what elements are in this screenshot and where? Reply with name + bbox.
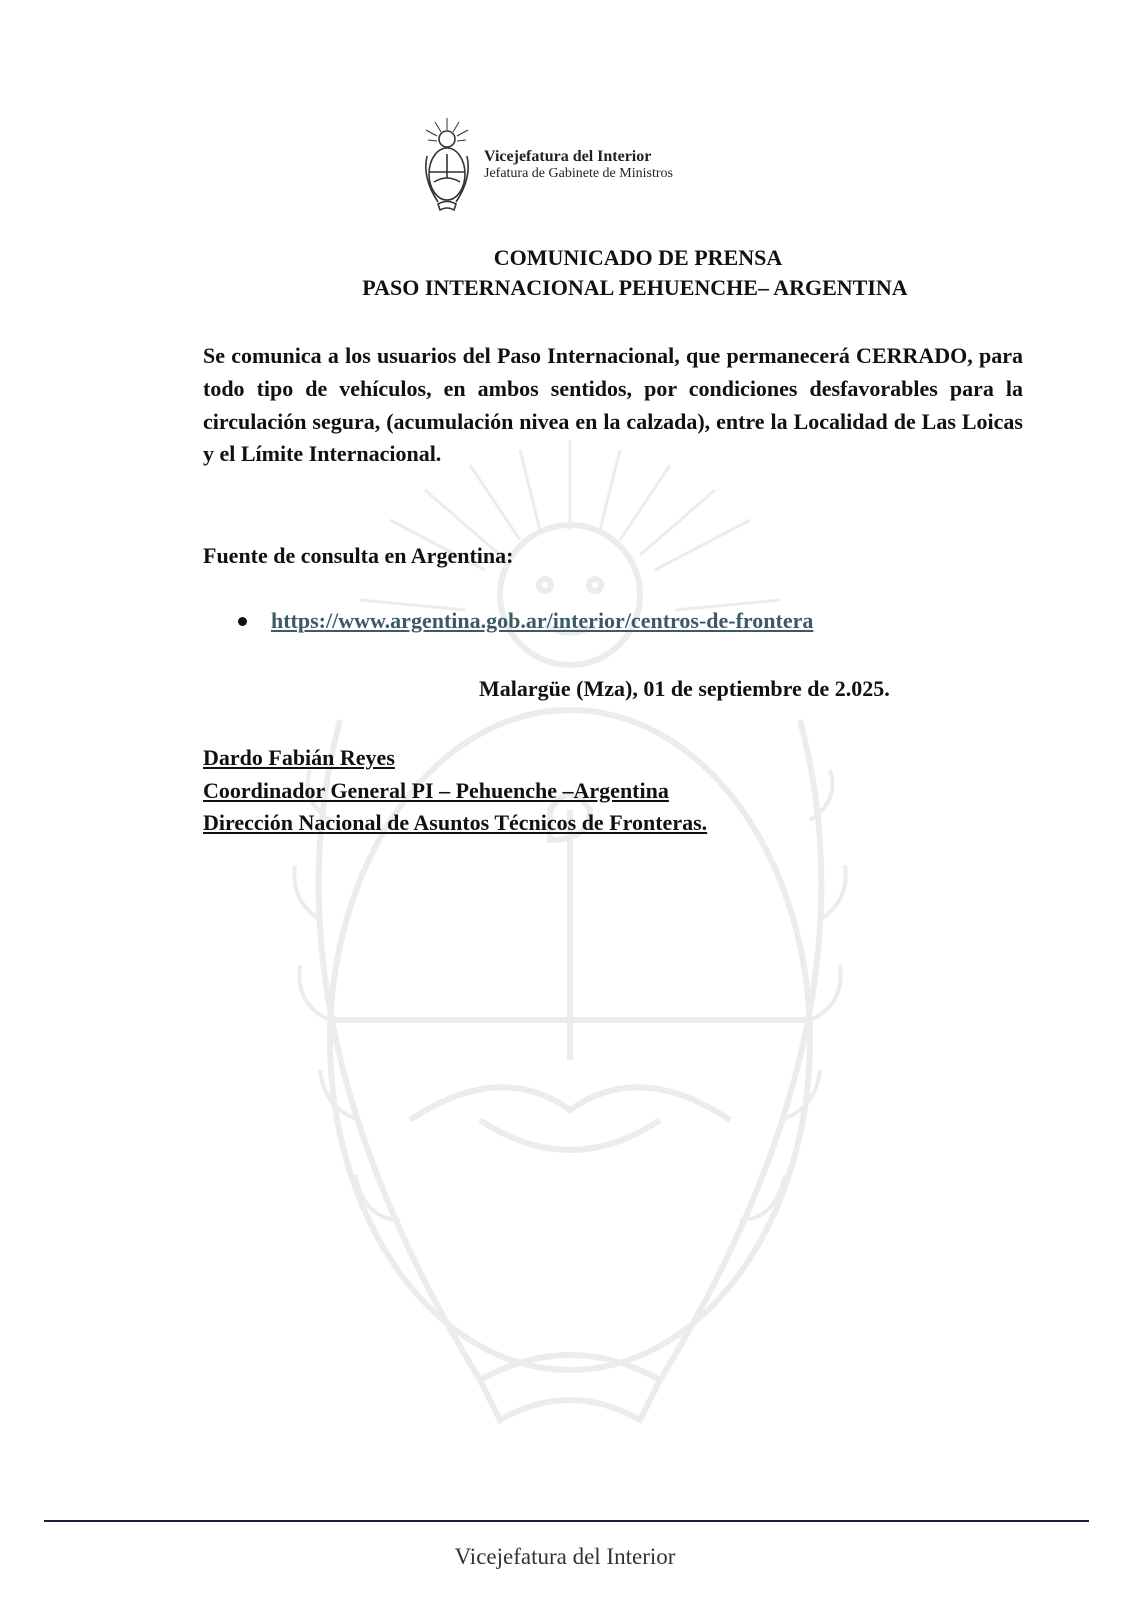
source-label: Fuente de consulta en Argentina: [203,543,514,568]
announcement-paragraph: Se comunica a los usuarios del Paso Internacional, que permanecerá CERRADO, para todo tipo de vehículos, en ambos sentidos, por condiciones desfavorables para la circulación segura, (acumulación nivea en la calzada), entre la Localidad de Las Loicas y el Límite Internacional. [203,343,1023,467]
signer-name: Dardo Fabián Reyes [203,745,395,770]
title-line-1: COMUNICADO DE PRENSA [493,245,783,270]
footer-text: Vicejefatura del Interior [454,1544,676,1569]
signer-role: Coordinador General PI – Pehuenche –Argentina [203,777,669,803]
source-list-item [238,608,813,634]
footer-divider [44,1520,1089,1522]
bullet-icon [238,617,247,626]
signature-block [203,742,707,840]
press-release-titles [200,243,1070,303]
signer-office: Dirección Nacional de Asuntos Técnicos de Fronteras. [203,810,708,835]
logo-title: Vicejefatura del Interior [484,147,652,165]
watermark-coat-of-arms-icon [220,420,920,1430]
header-logo [418,116,673,214]
coat-of-arms-icon [418,116,476,214]
logo-subtitle: Jefatura de Gabinete de Ministros [484,166,673,182]
date-line: Malargüe (Mza), 01 de septiembre de 2.025. [479,676,890,701]
title-line-2: PASO INTERNACIONAL PEHUENCHE– ARGENTINA [362,275,908,300]
source-link[interactable]: https://www.argentina.gob.ar/interior/centros-de-frontera [271,608,814,633]
